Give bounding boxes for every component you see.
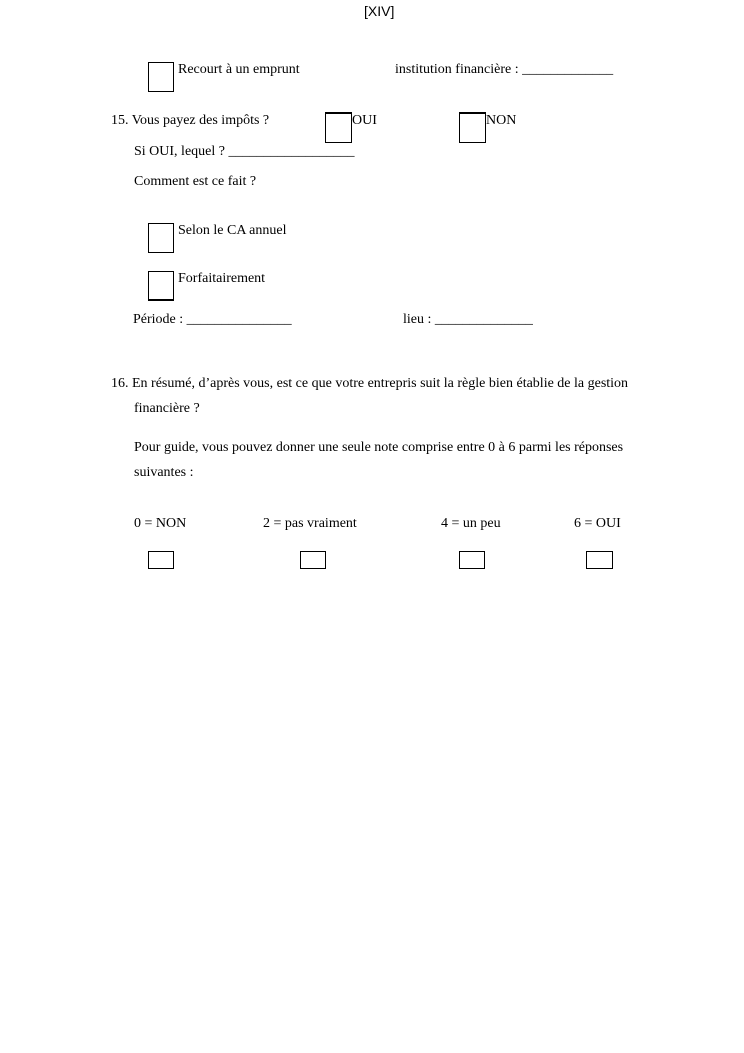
q16-question-line2: financière ?	[134, 401, 200, 416]
scale-label-0: 0 = NON	[134, 516, 187, 531]
q15-ca-checkbox[interactable]	[148, 223, 174, 253]
page-number: [XIV]	[364, 3, 395, 19]
loan-checkbox[interactable]	[148, 62, 174, 92]
scale-label-6: 6 = OUI	[574, 516, 621, 531]
q15-which-field[interactable]: Si OUI, lequel ? __________________	[134, 144, 355, 159]
q15-flat-label: Forfaitairement	[178, 271, 266, 286]
q15-oui-label: OUI	[352, 113, 377, 128]
q15-question: 15. Vous payez des impôts ?	[111, 113, 270, 128]
scale-checkbox-4[interactable]	[459, 551, 485, 569]
q15-non-label: NON	[486, 113, 517, 128]
scale-label-4: 4 = un peu	[441, 516, 501, 531]
q16-guide-line2: suivantes :	[134, 465, 194, 480]
q15-place-field[interactable]: lieu : ______________	[403, 312, 533, 327]
q15-oui-checkbox[interactable]	[325, 112, 352, 143]
institution-field[interactable]: institution financière : _____________	[395, 62, 614, 77]
q16-guide-line1: Pour guide, vous pouvez donner une seule note comprise entre 0 à 6 parmi les réponses	[134, 440, 624, 455]
q15-flat-checkbox[interactable]	[148, 271, 174, 301]
scale-checkbox-0[interactable]	[148, 551, 174, 569]
q15-ca-label: Selon le CA annuel	[178, 223, 287, 238]
q15-non-checkbox[interactable]	[459, 112, 486, 143]
q16-question-line1: 16. En résumé, d’après vous, est ce que votre entrepris suit la règle bien établie de la gestion	[111, 376, 629, 391]
q15-how: Comment est ce fait ?	[134, 174, 257, 189]
scale-checkbox-2[interactable]	[300, 551, 326, 569]
loan-label: Recourt à un emprunt	[178, 62, 300, 77]
scale-label-2: 2 = pas vraiment	[263, 516, 357, 531]
scale-checkbox-6[interactable]	[586, 551, 613, 569]
q15-period-field[interactable]: Période : _______________	[133, 312, 292, 327]
